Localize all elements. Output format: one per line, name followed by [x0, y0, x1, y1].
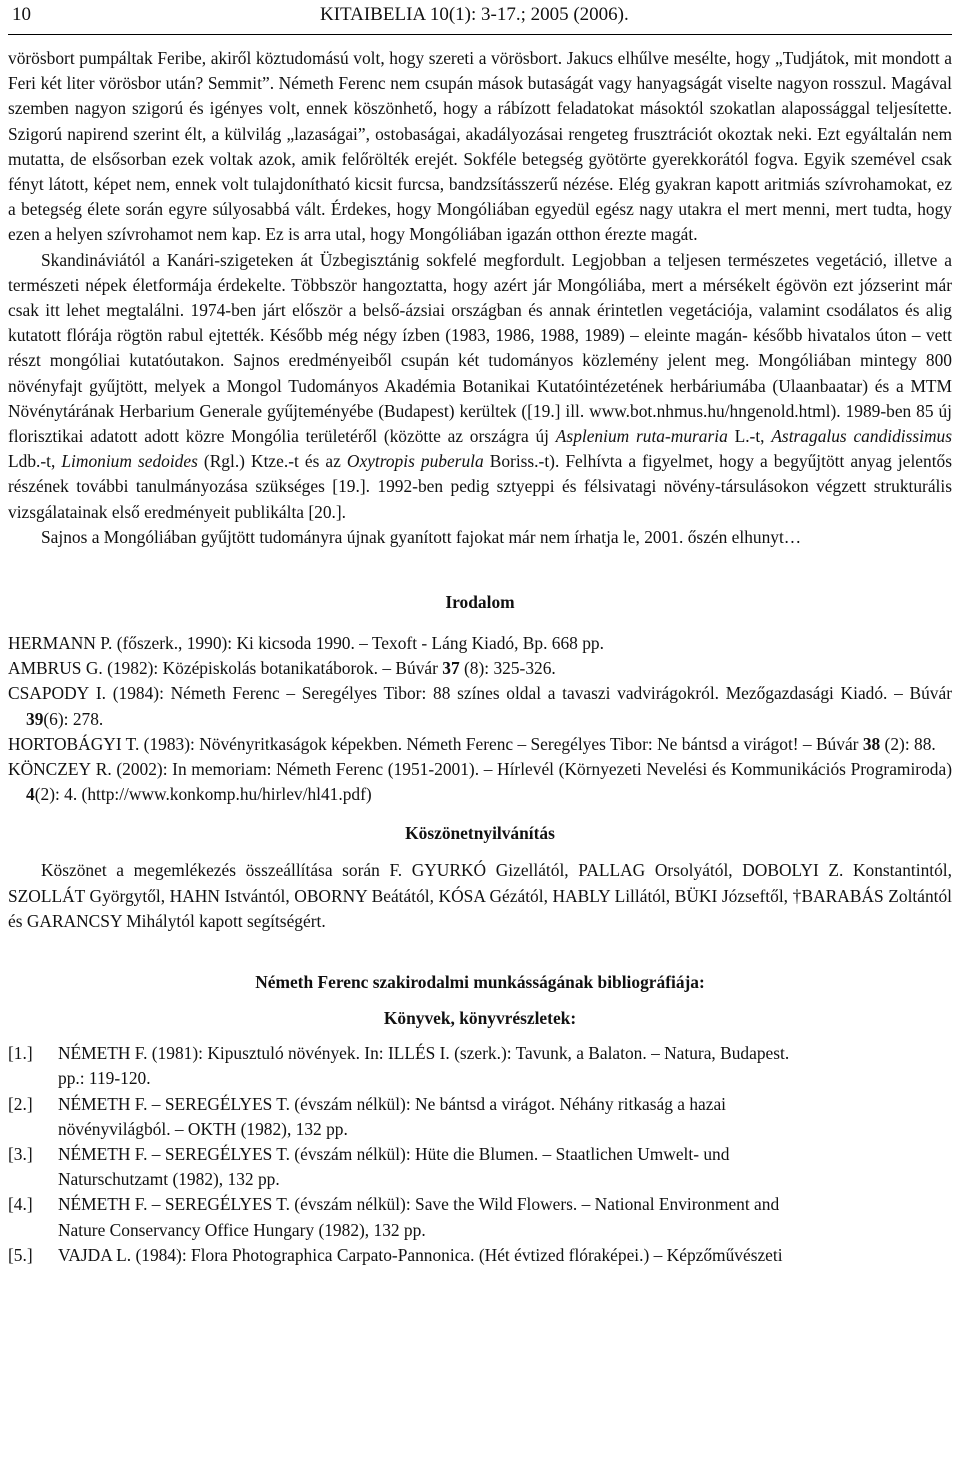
author-initial: K	[8, 759, 21, 780]
reference-text: (2): 4. (http://www.konkomp.hu/hirlev/hl41.pdf)	[34, 784, 372, 805]
journal-citation: KITAIBELIA 10(1): 3-17.; 2005 (2006).	[320, 4, 629, 25]
bibliography-item-continuation: Nature Conservancy Office Hungary (1982), 132 pp.	[58, 1219, 426, 1240]
author-initial: A	[8, 658, 21, 679]
text-run: Boriss.-t). Felhívta a figyelmet, hogy a begyűjtött anyag jelentős részének további tanulmányozása szükséges [19.]. 1992-ben pedig sztyeppi és félsivatagi növény-társulásokon végzett strukturális vizsgálatainak első eredményeit publikálta [20.].	[8, 451, 953, 522]
reference-text: (6): 278.	[43, 708, 104, 729]
reference-item	[8, 732, 952, 757]
page-number: 10	[12, 4, 31, 25]
text-run: L.-t,	[727, 426, 772, 447]
reference-text: (8): 325-326.	[459, 658, 556, 679]
paragraph: vörösbort pumpáltak Feribe, akiről köztudomású volt, hogy szereti a vörösbort. Jakucs elhűlve mesélte, hogy „Tudjátok, mit mondott a Feri két liter vörösbor után? Semmit”. Németh Ferenc nem csupán mások butaságát vagy hanyagságát viselte nagyon rosszul. Magával szemben nagyon szigorú és igényes volt, ennek köszönhető, hogy a rábízott feladatokat másoktól szokatlan alapossággal teljesítette. Szigorú napirend szerint élt, a külvilág „lazaságai”, ostobaságai, akadályozásai rengeteg frusztrációt okoztak neki. Ezt egyáltalán nem mutatta, de elsősorban ezek voltak azok, amik felőrölték erejét. Sokféle betegség gyötörte gyerekkorától fogva. Egyik szemével csak fényt látott, képet nem, ennek volt tulajdonítható kicsit furcsa, bandzsításszerű nézése. Elég gyakran kapott aritmiás szívrohamokat, ez a betegség élete során egyre súlyosabbá vált. Érdekes, hogy Mongóliában egyedül egész nagy utakra el mert menni, mert tudta, hogy ezen a helyen szívrohamot nem kap. Ez is arra utal, hogy Mongóliában igazán otthon érezte magát.	[8, 48, 952, 245]
volume-number: 4	[26, 784, 35, 805]
author-initial: H	[8, 633, 21, 654]
author-initial: C	[8, 683, 20, 704]
bibliography-item-continuation: Naturschutzamt (1982), 132 pp.	[58, 1169, 280, 1190]
bibliography-item	[8, 1192, 952, 1217]
item-text: VAJDA L. (1984): Flora Photographica Carpato-Pannonica. (Hét évtized flóraképei.) – Képzőművészeti	[58, 1244, 783, 1265]
section-heading-bibliografia: Németh Ferenc szakirodalmi munkásságának bibliográfiája:	[255, 972, 705, 993]
item-text: NÉMETH F. – SEREGÉLYES T. (évszám nélkül): Hüte die Blumen. – Staatlichen Umwelt- und	[58, 1143, 730, 1164]
item-text: NÉMETH F. – SEREGÉLYES T. (évszám nélkül): Ne bántsd a virágot. Néhány ritkaság a hazai	[58, 1093, 727, 1114]
reference-text: T. (1983): Növényritkaságok képekben. Németh Ferenc – Seregélyes Tibor: Ne bántsd a virágot! – Búvár	[121, 733, 863, 754]
reference-item	[8, 681, 952, 731]
species-name: Asplenium ruta-muraria	[555, 426, 728, 447]
author-rest: ERMANN	[20, 633, 96, 654]
item-text: NÉMETH F. – SEREGÉLYES T. (évszám nélkül): Save the Wild Flowers. – National Environment and	[58, 1194, 780, 1215]
text-run: (Rgl.) Ktze.-t és az	[197, 451, 347, 472]
reference-text: P. (főszerk., 1990): Ki kicsoda 1990. – Texoft - Láng Kiadó, Bp. 668 pp.	[95, 633, 604, 654]
text-run: Ldb.-t,	[8, 451, 62, 472]
running-header	[8, 0, 952, 35]
bibliography-item	[8, 1142, 952, 1167]
volume-number: 37	[442, 658, 460, 679]
species-name: Limonium sedoides	[61, 451, 198, 472]
section-heading-irodalom: Irodalom	[445, 592, 515, 613]
article-body	[8, 46, 952, 1268]
reference-text: I. (1984): Németh Ferenc – Seregélyes Tibor: 88 színes oldal a tavaszi vadvirágokról. Mezőgazdasági Kiadó. – Búvár	[89, 683, 952, 704]
author-rest: SAPODY	[19, 683, 90, 704]
item-number: [4.]	[8, 1194, 33, 1215]
reference-item	[8, 631, 952, 656]
reference-item	[8, 757, 952, 807]
paragraph	[8, 248, 952, 525]
reference-text: R. (2002): In memoriam: Németh Ferenc (1951-2001). – Hírlevél (Környezeti Nevelési és Kommunikációs Programiroda)	[91, 759, 952, 780]
section-heading-koszonetnyilvanitas: Köszönetnyilvánítás	[405, 823, 555, 844]
author-rest: MBRUS	[20, 658, 82, 679]
species-name: Astragalus candidissimus	[771, 426, 953, 447]
acknowledgement-paragraph: Köszönet a megemlékezés összeállítása során F. GYURKÓ Gizellától, PALLAG Orsolyától, DOBOLYI Z. Konstantintól, SZOLLÁT Györgytől, HAHN Istvántól, OBORNY Beátától, KÓSA Gézától, HABLY Lillától, BÜKI Józseftől, †BARABÁS Zoltántól és GARANCSY Mihálytól kapott segítségért.	[8, 860, 952, 931]
author-rest: ÖNCZEY	[20, 759, 92, 780]
volume-number: 38	[862, 733, 881, 754]
volume-number: 39	[26, 708, 44, 729]
item-text: NÉMETH F. (1981): Kipusztuló növények. In: ILLÉS I. (szerk.): Tavunk, a Balaton. – Natura, Budapest.	[58, 1043, 790, 1064]
bibliography-item-continuation: növényvilágból. – OKTH (1982), 132 pp.	[58, 1118, 348, 1139]
reference-item	[8, 656, 952, 681]
document-page	[8, 0, 952, 1268]
item-number: [2.]	[8, 1093, 33, 1114]
item-number: [5.]	[8, 1244, 33, 1265]
bibliography-item-continuation: pp.: 119-120.	[58, 1068, 151, 1089]
paragraph: Sajnos a Mongóliában gyűjtött tudományra újnak gyanított fajokat már nem írhatja le, 2001. őszén elhunyt…	[41, 526, 802, 547]
bibliography-item	[8, 1041, 952, 1066]
item-number: [1.]	[8, 1043, 33, 1064]
subsection-heading-konyvek: Könyvek, könyvrészletek:	[383, 1008, 577, 1029]
reference-text: (2): 88.	[880, 733, 936, 754]
reference-text: G. (1982): Középiskolás botanikatáborok. – Búvár	[81, 658, 443, 679]
author-rest: ORTOBÁGYI	[20, 733, 122, 754]
author-initial: H	[8, 733, 21, 754]
bibliography-item	[8, 1243, 952, 1268]
species-name: Oxytropis puberula	[346, 451, 484, 472]
item-number: [3.]	[8, 1143, 33, 1164]
bibliography-item	[8, 1092, 952, 1117]
text-run: Skandináviától a Kanári-szigeteken át Üzbegisztánig sokfelé megfordult. Legjobban a teljesen természetes vegetáció, illetve a természeti népek életformája érdekelte. Többször hangoztatta, hogy azért jár Mongóliába, mert a mérsékelt égövön ezt józserint már csak itt lehet megtalálni. 1974-ben járt először a belső-ázsiai országban és annak érintetlen vegetációja, valamint csodálatos és alig kutatott flórája rögtön rabul ejtették. Később még négy ízben (1983, 1986, 1988, 1989) – eleinte magán- később hivatalos úton – vett részt mongóliai kutatóutakon. Sajnos eredményeiből csupán két tudományos közlemény jelent meg. Mongóliában mintegy 800 növényfajt gyűjtött, melyek a Mongol Tudományos Akadémia Botanikai Kutatóintézetének herbáriumába (Ulaanbaatar) és a MTM Növénytárának Herbarium Generale gyűjteményébe (Budapest) kerültek ([19.] ill. www.bot.nhmus.hu/hngenold.html). 1989-ben 85 új florisztikai adatott adott közre Mongólia területéről (közötte az országra új	[8, 249, 952, 447]
